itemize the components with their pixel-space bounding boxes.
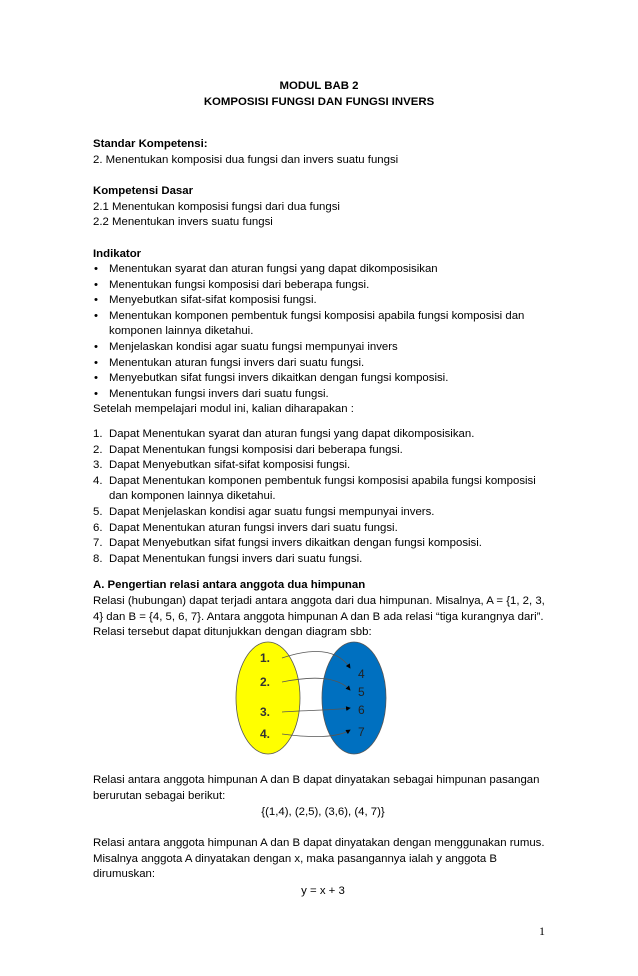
set-a-element: 3. <box>260 705 271 719</box>
tujuan-number: 3. <box>93 459 103 472</box>
set-b-ellipse <box>322 642 386 754</box>
indikator-item: • Menjelaskan kondisi agar suatu fungsi mempunyai invers <box>93 340 553 356</box>
tujuan-item <box>93 458 553 474</box>
tujuan-item <box>93 552 553 568</box>
set-b-element: 6 <box>358 703 365 717</box>
module-title: MODUL BAB 2 <box>279 80 359 92</box>
set-b-element: 7 <box>358 725 365 739</box>
tujuan-item <box>93 474 553 505</box>
standar-heading: Standar Kompetensi: <box>93 138 208 150</box>
indikator-list <box>93 262 553 402</box>
indikator-item: • Menentukan aturan fungsi invers dari suatu fungsi. <box>93 356 553 372</box>
tujuan-number: 1. <box>93 428 103 440</box>
tujuan-number: 7. <box>93 537 103 550</box>
tujuan-number: 5. <box>93 505 103 518</box>
set-a-element: 4. <box>260 727 271 741</box>
section-a-heading: A. Pengertian relasi antara anggota dua himpunan <box>93 579 366 591</box>
tujuan-text: Dapat Menjelaskan kondisi agar suatu fungsi mempunyai invers. <box>109 505 435 518</box>
tujuan-item <box>93 443 553 459</box>
kompetensi-item: 2.1 Menentukan komposisi fungsi dari dua fungsi <box>93 201 340 213</box>
page-number: 1 <box>539 924 545 938</box>
tujuan-item <box>93 505 553 521</box>
tujuan-text: Dapat Menentukan fungsi komposisi dari beberapa fungsi. <box>109 443 403 456</box>
module-subtitle: KOMPOSISI FUNGSI DAN FUNGSI INVERS <box>203 96 435 108</box>
indikator-heading: Indikator <box>93 248 142 260</box>
ordered-pairs: {(1,4), (2,5), (3,6), (4, 7)} <box>261 806 385 818</box>
tujuan-number: 8. <box>93 552 103 565</box>
tujuan-item <box>93 521 553 537</box>
indikator-item: • Menentukan fungsi invers dari suatu fungsi. <box>93 387 553 403</box>
set-a-element: 2. <box>260 675 271 689</box>
tujuan-item <box>93 427 553 443</box>
set-b-element: 4 <box>358 667 365 681</box>
indikator-item: • Menyebutkan sifat fungsi invers dikaitkan dengan fungsi komposisi. <box>93 371 553 387</box>
standar-text: 2. Menentukan komposisi dua fungsi dan invers suatu fungsi <box>93 154 399 166</box>
indikator-item: • Menentukan syarat dan aturan fungsi yang dapat dikomposisikan <box>93 262 553 278</box>
tujuan-text: Dapat Menentukan syarat dan aturan fungsi yang dapat dikomposisikan. <box>109 428 475 440</box>
tujuan-number: 6. <box>93 521 103 534</box>
kompetensi-heading: Kompetensi Dasar <box>93 185 194 197</box>
tujuan-text: Dapat Menentukan fungsi invers dari suatu fungsi. <box>109 552 363 565</box>
tujuan-number: 2. <box>93 443 103 456</box>
indikator-item: • Menentukan fungsi komposisi dari beberapa fungsi. <box>93 278 553 294</box>
indikator-after: Setelah mempelajari modul ini, kalian diharapakan : <box>93 403 354 415</box>
tujuan-item <box>93 536 553 552</box>
indikator-item: • Menentukan komponen pembentuk fungsi komposisi apabila fungsi komposisi dan komponen lainnya diketahui. <box>93 309 553 340</box>
section-a-para1: Relasi (hubungan) dapat terjadi antara anggota dari dua himpunan. Misalnya, A = {1, 2, 3, 4} dan B = {4, 5, 6, 7}. Antara anggota himpunan A dan B ada relasi “tiga kurangnya dari”. Relasi tersebut dapat ditunjukkan dengan diagram sbb: <box>93 595 545 639</box>
kompetensi-item: 2.2 Menentukan invers suatu fungsi <box>93 216 273 228</box>
section-a-para3: Relasi antara anggota himpunan A dan B dapat dinyatakan dengan menggunakan rumus. Misalnya anggota A dinyatakan dengan x, maka pasangannya ialah y anggota B dirumuskan: <box>93 837 545 881</box>
formula: y = x + 3 <box>301 885 345 897</box>
tujuan-number: 4. <box>93 474 103 487</box>
tujuan-list <box>93 427 553 567</box>
tujuan-text: Dapat Menyebutkan sifat-sifat komposisi fungsi. <box>109 459 351 472</box>
tujuan-text: Dapat Menentukan komponen pembentuk fungsi komposisi apabila fungsi komposisi dan komponen lainnya diketahui. <box>109 474 536 503</box>
set-a-element: 1. <box>260 651 271 665</box>
relation-diagram <box>232 640 392 756</box>
set-b-element: 5 <box>358 685 365 699</box>
indikator-item: • Menyebutkan sifat-sifat komposisi fungsi. <box>93 293 553 309</box>
tujuan-text: Dapat Menyebutkan sifat fungsi invers dikaitkan dengan fungsi komposisi. <box>109 537 482 550</box>
section-a-para2: Relasi antara anggota himpunan A dan B dapat dinyatakan sebagai himpunan pasangan berurutan sebagai berikut: <box>93 774 540 802</box>
tujuan-text: Dapat Menentukan aturan fungsi invers dari suatu fungsi. <box>109 521 398 534</box>
